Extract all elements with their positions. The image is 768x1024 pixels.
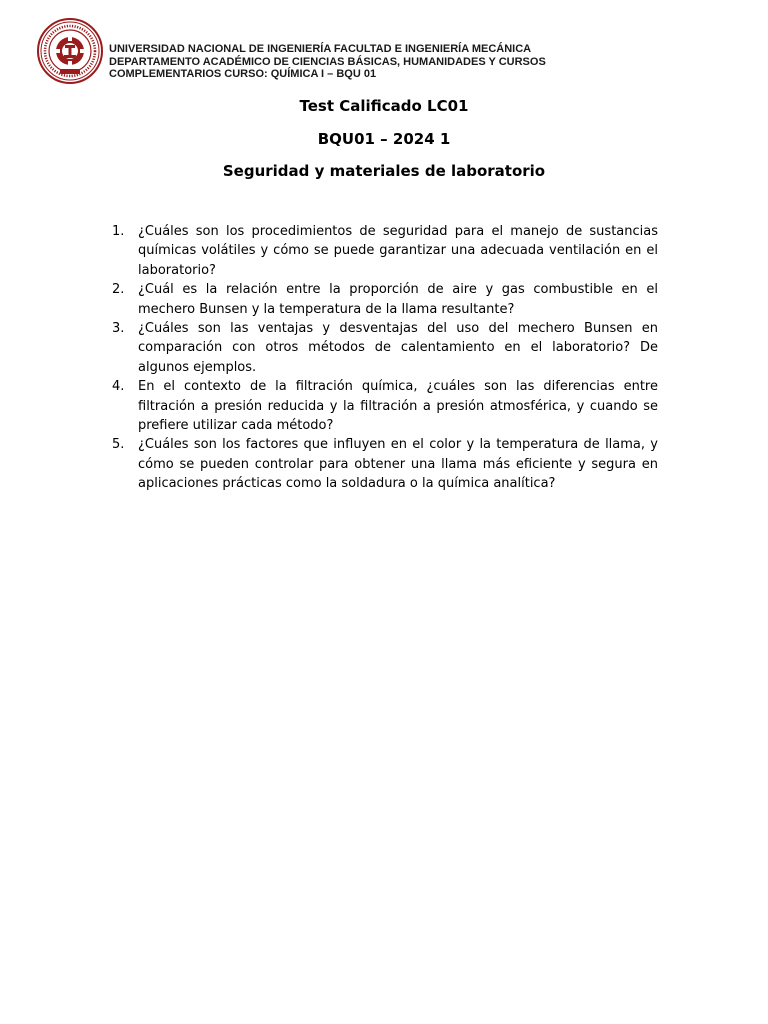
question-item [112,319,658,377]
question-list [112,222,658,494]
question-item [112,377,658,435]
question-text: En el contexto de la filtración química, ¿cuáles son las diferencias entre filtración a presión reducida y la filtración a presión atmosférica, y cuando se prefiere utilizar cada método? [138,379,658,434]
question-text: ¿Cuáles son los procedimientos de seguridad para el manejo de sustancias químicas volátiles y cómo se puede garantizar una adecuada ventilación en el laboratorio? [138,224,658,278]
course-code-title: BQU01 – 2024 1 [317,130,451,148]
question-text: ¿Cuáles son las ventajas y desventajas del uso del mechero Bunsen en comparación con otros métodos de calentamiento en el laboratorio? De algunos ejemplos. [138,321,658,375]
test-title: Test Calificado LC01 [299,97,469,115]
header-line-university: UNIVERSIDAD NACIONAL DE INGENIERÍA FACULTAD E INGENIERÍA MECÁNICA [109,43,532,55]
question-number: 3. [112,321,125,337]
question-item [112,222,658,280]
question-number: 2. [112,282,125,298]
question-item [112,435,658,493]
question-text: ¿Cuál es la relación entre la proporción de aire y gas combustible en el mechero Bunsen y la temperatura de la llama resultante? [138,282,658,317]
topic-title: Seguridad y materiales de laboratorio [222,162,546,180]
header-line-department: DEPARTAMENTO ACADÉMICO DE CIENCIAS BÁSICAS, HUMANIDADES Y CURSOS [109,55,546,68]
question-item [112,280,658,319]
institution-header [109,43,546,81]
header-line-course: COMPLEMENTARIOS CURSO: QUÍMICA I – BQU 01 [109,68,377,80]
question-number: 1. [112,224,125,239]
university-seal-icon [37,18,103,84]
question-text: ¿Cuáles son los factores que influyen en el color y la temperatura de llama, y cómo se pueden controlar para obtener una llama más eficiente y segura en aplicaciones prácticas como la soldadura o la química analítica? [138,437,658,492]
question-number: 5. [112,437,125,453]
question-number: 4. [112,379,125,395]
